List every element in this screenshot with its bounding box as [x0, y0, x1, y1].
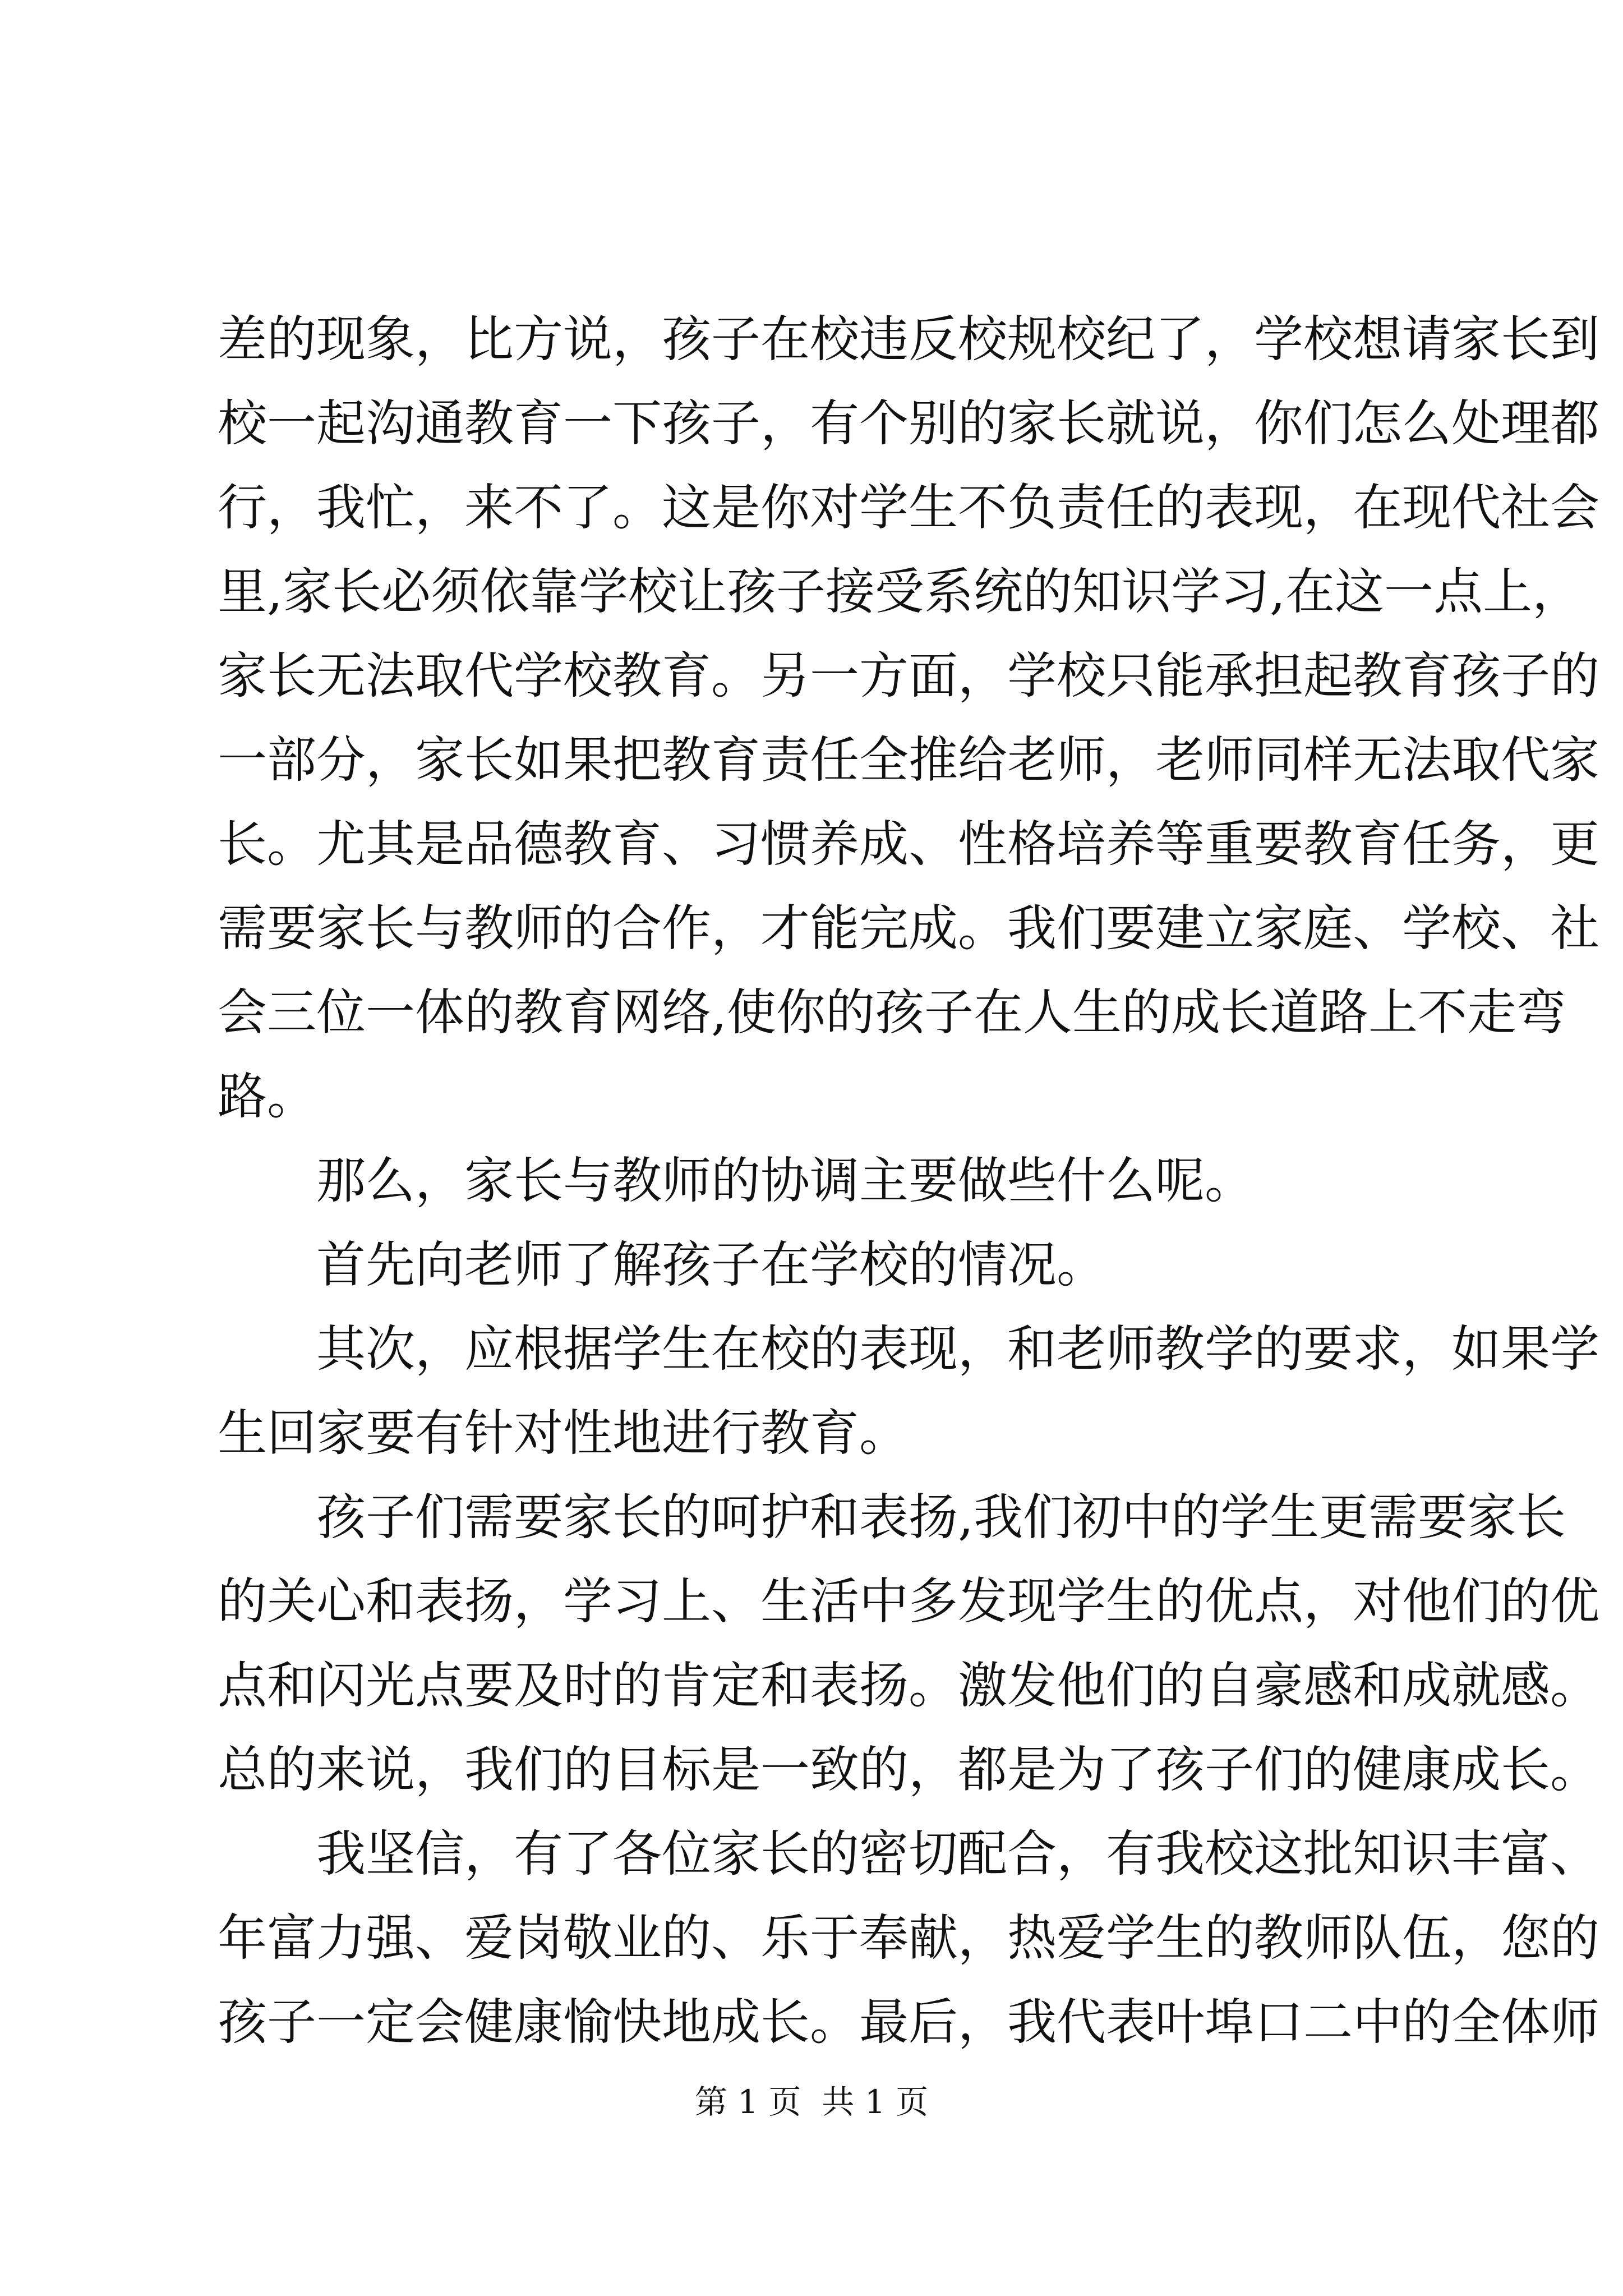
paragraph-line: 校一起沟通教育一下孩子，有个别的家长就说，你们怎么处理都: [218, 394, 1600, 452]
paragraph-line: 里,家长必须依靠学校让孩子接受系统的知识学习,在这一点上，: [218, 563, 1581, 620]
paragraph-line: 我坚信，有了各位家长的密切配合，有我校这批知识丰富、: [316, 1825, 1600, 1883]
paragraph-line: 首先向老师了解孩子在学校的情况。: [316, 1236, 1106, 1294]
paragraph-line: 点和闪光点要及时的肯定和表扬。激发他们的自豪感和成就感。: [218, 1657, 1600, 1714]
paragraph-line: 其次，应根据学生在校的表现，和老师教学的要求，如果学: [316, 1320, 1600, 1378]
paragraph-line: 年富力强、爱岗敬业的、乐于奉献，热爱学生的教师队伍，您的: [218, 1909, 1600, 1967]
paragraph-line: 孩子们需要家长的呵护和表扬,我们初中的学生更需要家长: [316, 1488, 1566, 1546]
page-footer: 第 1 页 共 1 页: [694, 2083, 929, 2121]
paragraph-line: 路。: [218, 1068, 317, 1125]
body-text: [218, 297, 1600, 2064]
paragraph-line: 那么，家长与教师的协调主要做些什么呢。: [316, 1152, 1255, 1209]
paragraph-line: 长。尤其是品德教育、习惯养成、性格培养等重要教育任务，更: [218, 815, 1600, 873]
paragraph-line: 家长无法取代学校教育。另一方面，学校只能承担起教育孩子的: [218, 647, 1600, 705]
paragraph-line: 孩子一定会健康愉快地成长。最后，我代表叶埠口二中的全体师: [218, 1993, 1600, 2051]
paragraph-line: 差的现象，比方说，孩子在校违反校规校纪了，学校想请家长到: [218, 310, 1600, 368]
paragraph-line: 会三位一体的教育网络,使你的孩子在人生的成长道路上不走弯: [218, 983, 1566, 1041]
paragraph-line: 需要家长与教师的合作，才能完成。我们要建立家庭、学校、社: [218, 899, 1600, 957]
paragraph-line: 总的来说，我们的目标是一致的，都是为了孩子们的健康成长。: [218, 1741, 1600, 1798]
paragraph-line: 一部分，家长如果把教育责任全推给老师，老师同样无法取代家: [218, 731, 1600, 789]
paragraph-line: 行，我忙，来不了。这是你对学生不负责任的表现，在现代社会: [218, 478, 1600, 536]
paragraph-line: 生回家要有针对性地进行教育。: [218, 1404, 909, 1462]
paragraph-line: 的关心和表扬，学习上、生活中多发现学生的优点，对他们的优: [218, 1572, 1600, 1630]
